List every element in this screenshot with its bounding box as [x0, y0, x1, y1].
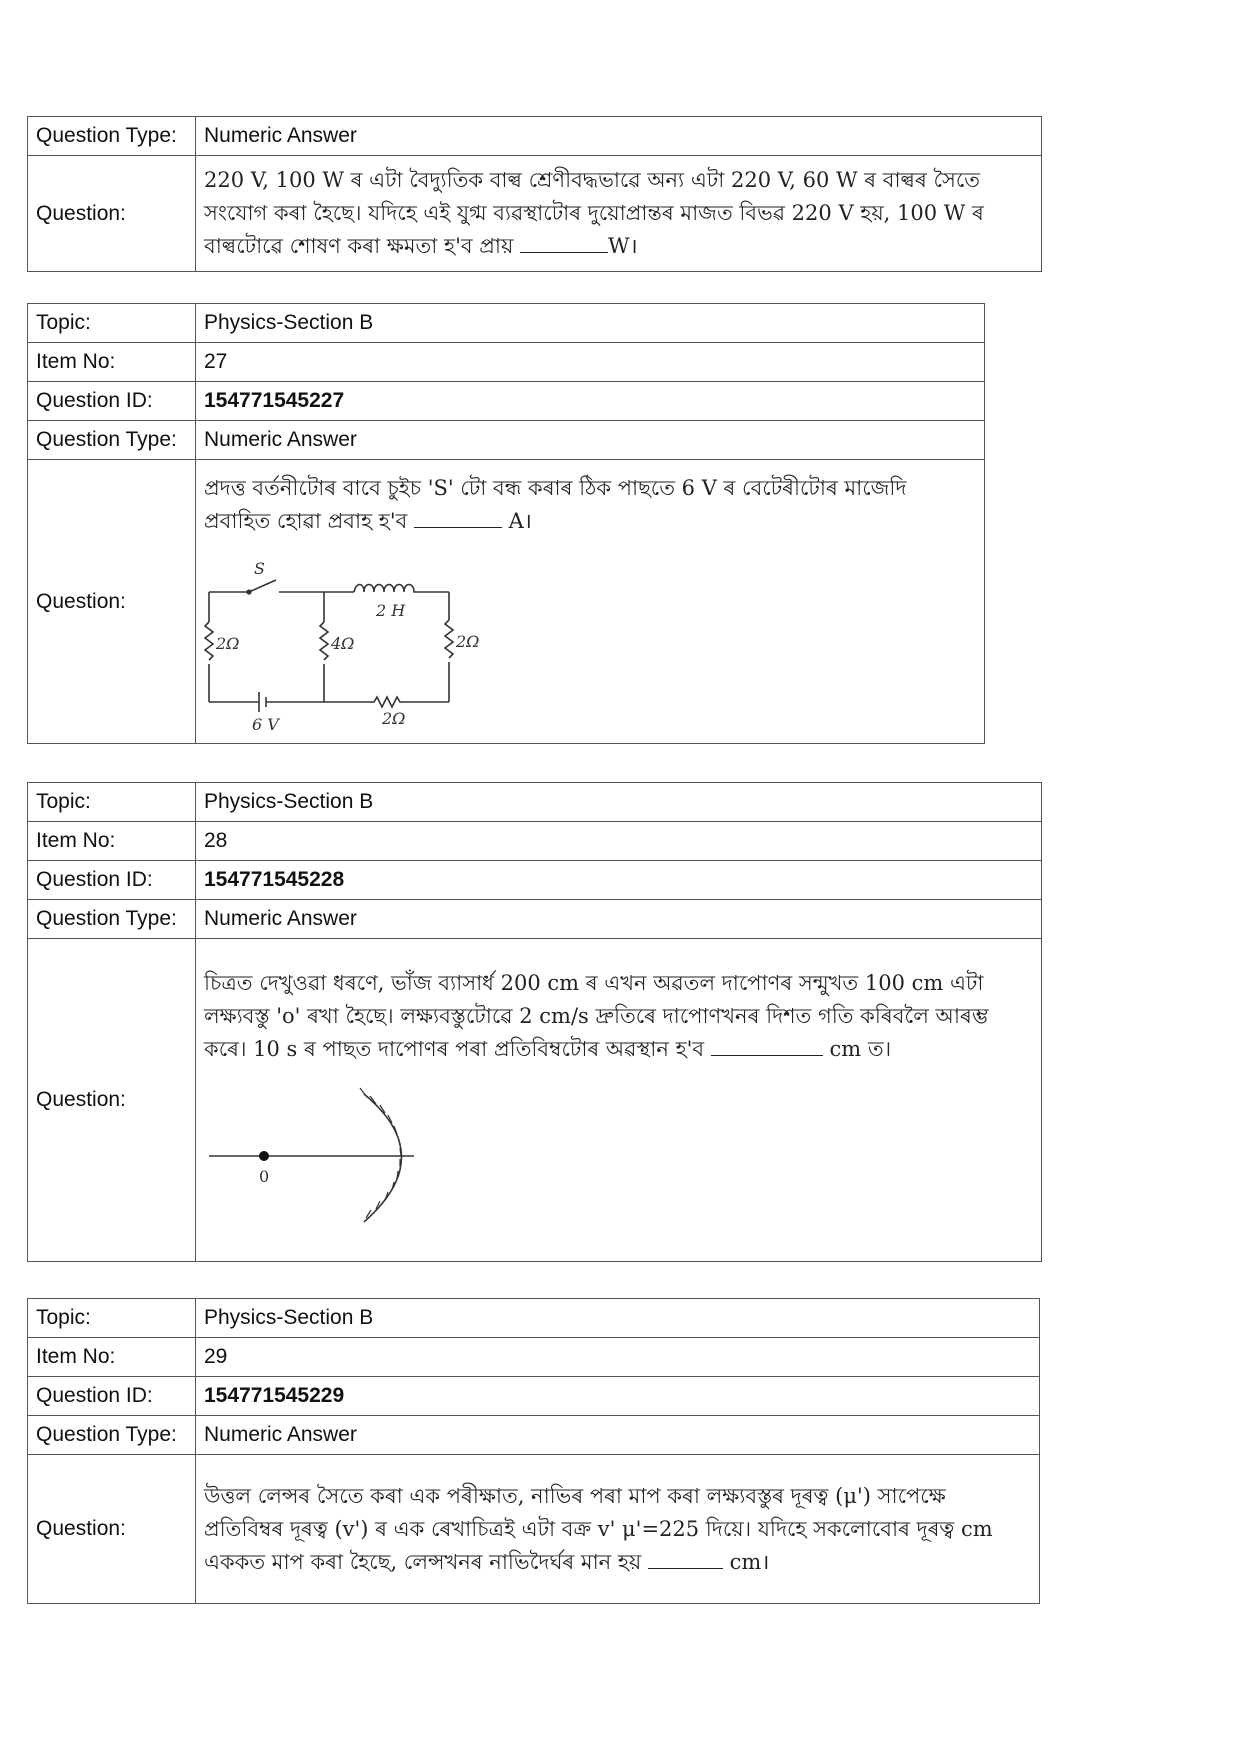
question-label: Question: [28, 156, 196, 272]
question-label: Question: [28, 939, 196, 1262]
question-type-value: Numeric Answer [196, 117, 1042, 156]
question-id-value: 154771545228 [196, 861, 1042, 900]
topic-label: Topic: [28, 1299, 196, 1338]
question-type-label: Question Type: [28, 900, 196, 939]
circuit-diagram [204, 552, 504, 732]
question-id-label: Question ID: [28, 1377, 196, 1416]
topic-value: Physics-Section B [196, 304, 985, 343]
concave-mirror [364, 1094, 402, 1222]
topic-label: Topic: [28, 304, 196, 343]
question-text-body: চিত্ৰত দেখুওৱা ধৰণে, ভাঁজ ব্যাসাৰ্ধ 200 cm ৰ এখন অৱতল দাপোণৰ সন্মুখত 100 cm এটা লক্ষ্যবস্তু 'o' ৰখা হৈছে। লক্ষ্যবস্তুটোৱে 2 cm/s দ্ৰুতিৰে দাপোণখনৰ দিশত গতি কৰিবলৈ আৰম্ভ কৰে। 10 s ৰ পাছত দাপোণৰ পৰা প্ৰতিবিম্বটোৰ অৱস্থান হ'ব [204, 970, 989, 1061]
answer-blank [711, 1055, 823, 1056]
answer-blank [648, 1568, 723, 1569]
resistor-middle [320, 592, 328, 702]
object-point [259, 1151, 269, 1161]
question-text-tail: cm। [729, 1549, 770, 1574]
question-label: Question: [28, 460, 196, 744]
item-no-label: Item No: [28, 822, 196, 861]
inductor [324, 584, 449, 592]
question-text [196, 939, 1042, 1262]
question-text-body: উত্তল লেন্সৰ সৈতে কৰা এক পৰীক্ষাত, নাভিৰ পৰা মাপ কৰা লক্ষ্যবস্তুৰ দূৰত্ব (μ') সাপেক্ষে প্ৰতিবিম্বৰ দূৰত্ব (v') ৰ এক ৰেখাচিত্ৰই এটা বক্ৰ v' μ'=225 দিয়ে। যদিহে সকলোবোৰ দূৰত্ব cm এককত মাপ কৰা হৈছে, লেন্সখনৰ নাভিদৈৰ্ঘৰ মান হয় [204, 1483, 993, 1574]
topic-label: Topic: [28, 783, 196, 822]
question-text-tail: A। [508, 508, 532, 533]
question-label: Question: [28, 1455, 196, 1604]
question-text [196, 460, 985, 744]
resistor-right-label: 2Ω [456, 631, 480, 651]
answer-blank [520, 252, 608, 253]
question-block-26 [27, 116, 1042, 272]
topic-value: Physics-Section B [196, 783, 1042, 822]
mirror-hatching [360, 1088, 401, 1218]
item-no-label: Item No: [28, 343, 196, 382]
item-no-value: 28 [196, 822, 1042, 861]
mirror-diagram [204, 1084, 464, 1234]
question-id-value: 154771545229 [196, 1377, 1040, 1416]
switch-contact [247, 590, 251, 594]
question-text-body: 220 V, 100 W ৰ এটা বৈদ্যুতিক বাল্ব শ্ৰেণীবদ্ধভাৱে অন্য এটা 220 V, 60 W ৰ বাল্বৰ সৈতে সংযোগ কৰা হৈছে। যদিহে এই যুগ্ম ব্যৱস্থাটোৰ দুয়োপ্ৰান্তৰ মাজত বিভৱ 220 V হয়, 100 W ৰ বাল্বটোৱে শোষণ কৰা ক্ষমতা হ'ব প্ৰায় [204, 168, 984, 258]
question-text [196, 156, 1042, 272]
question-id-label: Question ID: [28, 382, 196, 421]
question-type-label: Question Type: [28, 1416, 196, 1455]
question-type-label: Question Type: [28, 421, 196, 460]
question-type-value: Numeric Answer [196, 900, 1042, 939]
question-block-28 [27, 782, 1042, 1262]
question-text-tail: cm ত। [829, 1036, 892, 1061]
item-no-label: Item No: [28, 1338, 196, 1377]
question-id-value: 154771545227 [196, 382, 985, 421]
question-id-label: Question ID: [28, 861, 196, 900]
question-block-27 [27, 303, 985, 744]
topic-value: Physics-Section B [196, 1299, 1040, 1338]
question-block-29 [27, 1298, 1040, 1604]
question-text [196, 1455, 1040, 1604]
question-type-value: Numeric Answer [196, 1416, 1040, 1455]
question-text-tail: W। [608, 234, 638, 258]
switch-label: S [254, 558, 265, 578]
inductor-label: 2 H [376, 600, 406, 620]
resistor-middle-label: 4Ω [331, 633, 355, 653]
resistor-left [205, 592, 213, 702]
resistor-right [445, 592, 453, 702]
battery-label: 6 V [252, 714, 279, 732]
battery [209, 692, 324, 712]
item-no-value: 27 [196, 343, 985, 382]
question-type-label: Question Type: [28, 117, 196, 156]
item-no-value: 29 [196, 1338, 1040, 1377]
answer-blank [414, 527, 502, 528]
question-text-body: প্ৰদত্ত বৰ্তনীটোৰ বাবে চুইচ 'S' টো বন্ধ কৰাৰ ঠিক পাছতে 6 V ৰ বেটেৰীটোৰ মাজেদি প্ৰবাহিত হোৱা প্ৰবাহ হ'ব [204, 475, 907, 533]
switch [209, 580, 324, 592]
question-type-value: Numeric Answer [196, 421, 985, 460]
object-label: 0 [259, 1166, 270, 1186]
resistor-bottom-label: 2Ω [382, 708, 406, 728]
resistor-left-label: 2Ω [216, 633, 240, 653]
resistor-bottom [324, 697, 449, 707]
